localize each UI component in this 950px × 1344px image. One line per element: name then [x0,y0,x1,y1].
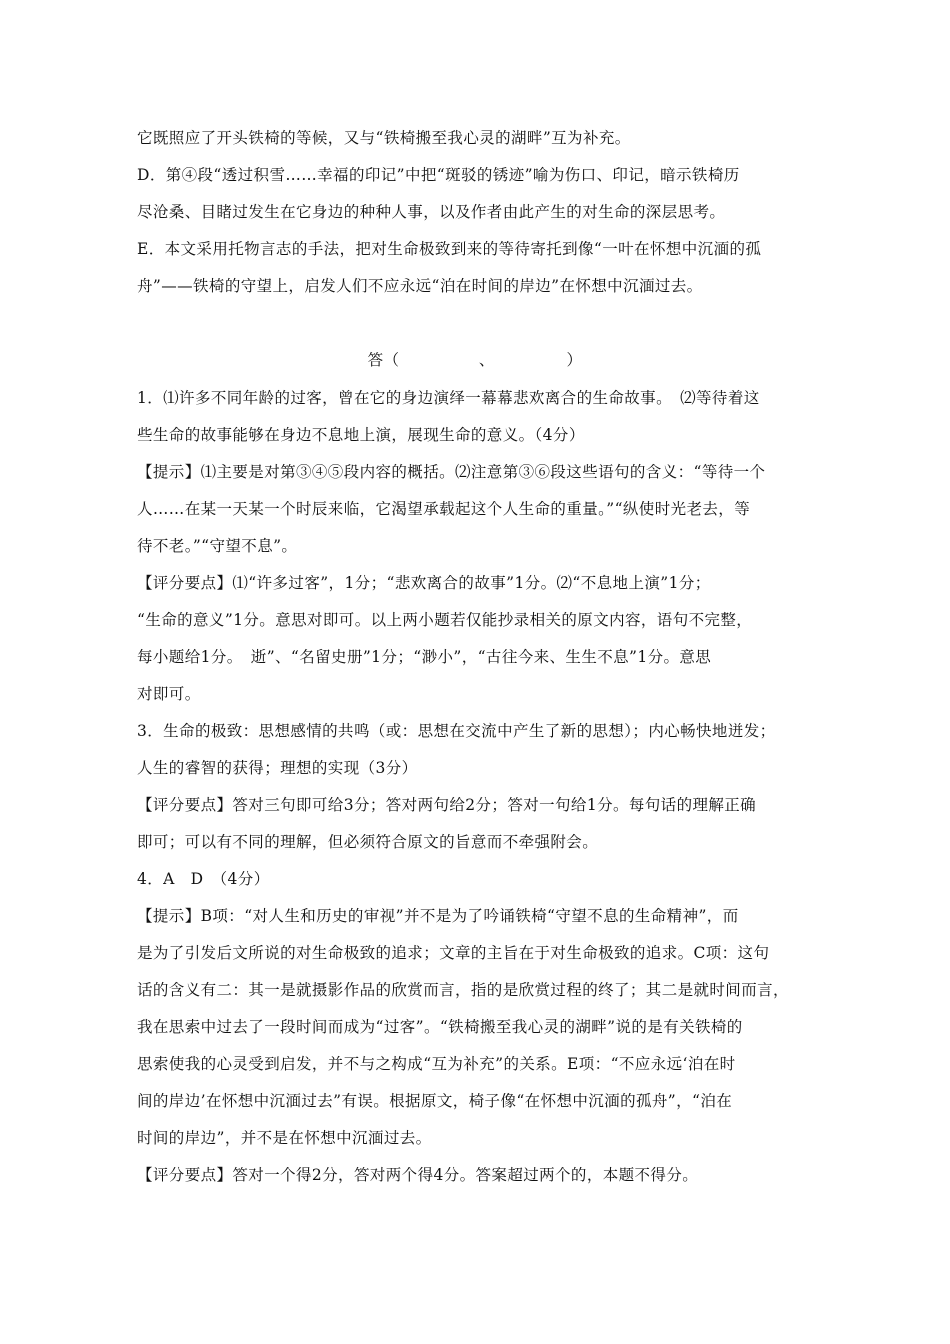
answer-4-line: 4．A D （4分） [137,870,270,888]
text-line: 我在思索中过去了一段时间而成为“过客”。“铁椅搬至我心灵的湖畔”说的是有关铁椅的 [137,1018,743,1036]
option-d-line: D．第④段“透过积雪……幸福的印记”中把“斑驳的锈迹”喻为伤口、印记，暗示铁椅历 [137,166,740,184]
text-line: 思索使我的心灵受到启发，并不与之构成“互为补充”的关系。E项：“不应永远‘泊在时 [137,1055,736,1073]
answer-3-line: 3．生命的极致：思想感情的共鸣（或：思想在交流中产生了新的思想）；内心畅快地迸发； [137,722,776,740]
text-line: 时间的岸边”，并不是在怀想中沉湎过去。 [137,1129,432,1147]
option-e-line: E．本文采用托物言志的手法，把对生命极致到来的等待寄托到像“一叶在怀想中沉湎的孤 [137,240,762,258]
hint-line: 【提示】B项：“对人生和历史的审视”并不是为了吟诵铁椅“守望不息的生命精神”，而 [137,907,739,925]
answer-blank-line: 答（ 、 ） [367,351,583,369]
scoring-line: 【评分要点】答对一个得2分，答对两个得4分。答案超过两个的，本题不得分。 [137,1166,699,1184]
scoring-line: 【评分要点】⑴“许多过客”，1分；“悲欢离合的故事”1分。⑵“不息地上演”1分； [137,574,711,592]
text-line: 是为了引发后文所说的对生命极致的追求；文章的主旨在于对生命极致的追求。C项：这句 [137,944,770,962]
text-line: 话的含义有二：其一是就摄影作品的欣赏而言，指的是欣赏过程的终了；其二是就时间而言， [137,981,789,999]
text-line: 它既照应了开头铁椅的等候，又与“铁椅搬至我心灵的湖畔”互为补充。 [137,129,631,147]
text-line: 待不老。”“守望不息”。 [137,537,298,555]
text-line: 些生命的故事能够在身边不息地上演，展现生命的意义。（4分） [137,426,585,444]
text-line: 对即可。 [137,685,201,703]
text-line: 人生的睿智的获得；理想的实现（3分） [137,759,418,777]
answer-1-line: 1．⑴许多不同年龄的过客，曾在它的身边演绎一幕幕悲欢离合的生命故事。 ⑵等待着这 [137,389,760,407]
text-line: “生命的意义”1分。意思对即可。以上两小题若仅能抄录相关的原文内容，语句不完整， [137,611,753,629]
text-line: 每小题给1分。 逝”、“名留史册”1分；“渺小”，“古往今来、生生不息”1分。意思 [137,648,712,666]
hint-line: 【提示】⑴主要是对第③④⑤段内容的概括。⑵注意第③⑥段这些语句的含义：“等待一个 [137,463,766,481]
text-line: 舟”——铁椅的守望上，启发人们不应永远“泊在时间的岸边”在怀想中沉湎过去。 [137,277,703,295]
text-line: 即可；可以有不同的理解，但必须符合原文的旨意而不牵强附会。 [137,833,599,851]
scoring-line: 【评分要点】答对三句即可给3分；答对两句给2分；答对一句给1分。每句话的理解正确 [137,796,757,814]
text-line: 间的岸边’在怀想中沉湎过去”有误。根据原文，椅子像“在怀想中沉湎的孤舟”，“泊在 [137,1092,733,1110]
text-line: 尽沧桑、目睹过发生在它身边的种种人事，以及作者由此产生的对生命的深层思考。 [137,203,726,221]
text-line: 人……在某一天某一个时辰来临，它渴望承载起这个人生命的重量。”“纵使时光老去，等 [137,500,751,518]
